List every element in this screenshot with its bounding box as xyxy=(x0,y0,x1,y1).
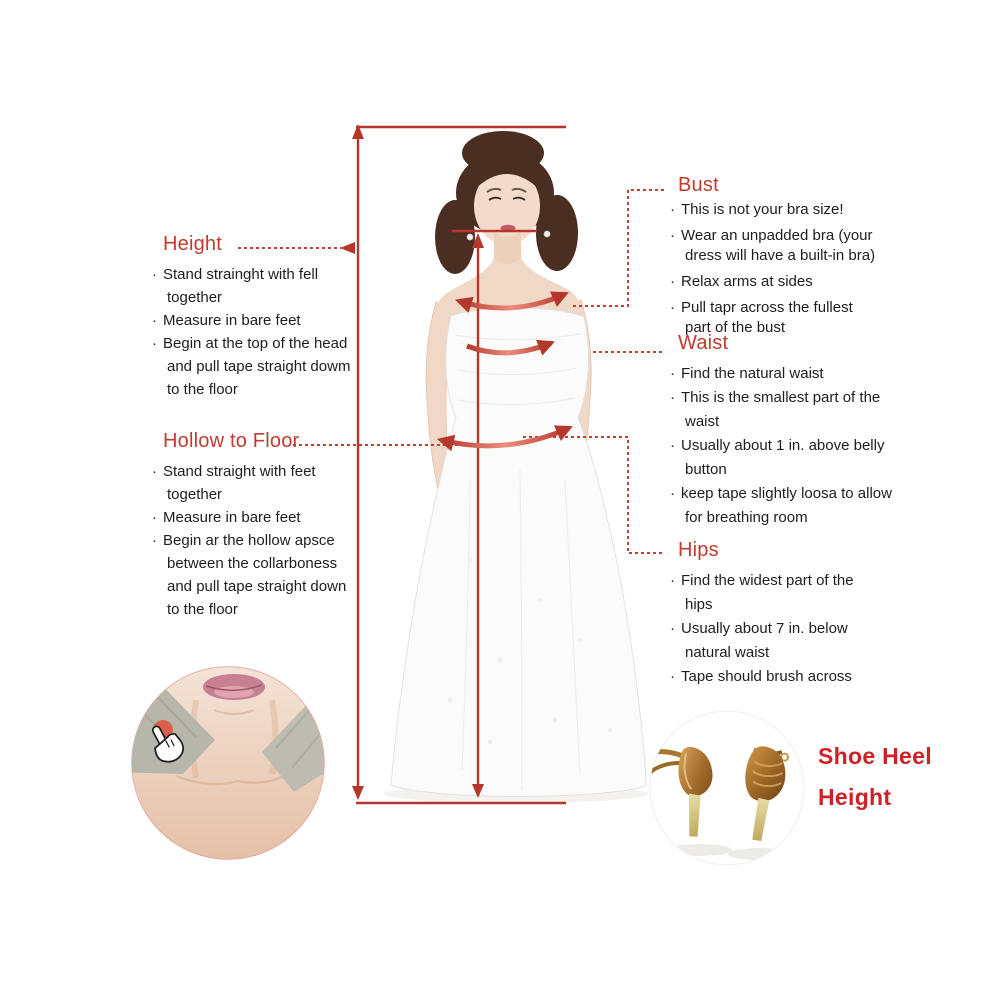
hollow-point-inset xyxy=(106,640,348,859)
bullet-marker: · xyxy=(152,509,157,526)
bullet-marker: · xyxy=(670,365,675,382)
section-bust xyxy=(670,174,990,344)
hips-title: Hips xyxy=(678,539,719,561)
bullet-marker: · xyxy=(670,227,675,244)
list-item: · Usually about 7 in. below natural waist xyxy=(670,617,990,665)
bullet-marker: · xyxy=(152,335,157,352)
height-title: Height xyxy=(163,233,223,255)
shoe-heel-line1: Shoe Heel xyxy=(818,743,932,769)
list-item: · Begin ar the hollow apsce between the collarboness and pull tape straight down to the floor xyxy=(152,529,392,621)
bullet-marker: · xyxy=(670,572,675,589)
bullet-marker: · xyxy=(670,620,675,637)
hollow-to-floor-title: Hollow to Floor xyxy=(163,430,300,452)
bullet-marker: · xyxy=(152,312,157,329)
list-item: · Find the widest part of the hips xyxy=(670,569,990,617)
bullet-marker: · xyxy=(670,437,675,454)
bust-title: Bust xyxy=(678,174,719,196)
bullet-marker: · xyxy=(670,273,675,290)
bullet-marker: · xyxy=(670,485,675,502)
section-hips xyxy=(670,539,990,689)
list-item: · Tape should brush across xyxy=(670,665,990,689)
earring-left xyxy=(467,234,473,240)
bullet-marker: · xyxy=(670,668,675,685)
shoe-heel-height-label xyxy=(818,736,932,818)
bullet-marker: · xyxy=(152,532,157,549)
section-height xyxy=(152,233,392,401)
list-item: · Measure in bare feet xyxy=(152,506,392,529)
list-item: · Usually about 1 in. above belly button xyxy=(670,434,990,482)
list-item: · Stand straight with feet together xyxy=(152,460,392,506)
list-item: · Wear an unpadded bra (your dress will have a built-in bra) xyxy=(670,227,876,264)
bust-label-dash xyxy=(573,190,664,306)
waist-title: Waist xyxy=(678,332,729,354)
bullet-marker: · xyxy=(670,389,675,406)
list-item: · This is the smallest part of the waist xyxy=(670,386,990,434)
bullet-marker: · xyxy=(670,201,675,218)
list-item: · This is not your bra size! xyxy=(670,201,844,218)
list-item: · Measure in bare feet xyxy=(152,309,392,332)
shoe-heel-inset xyxy=(631,711,804,865)
list-item: · Find the natural waist xyxy=(670,362,990,386)
list-item: · Relax arms at sides xyxy=(670,273,813,290)
earring-right xyxy=(544,231,550,237)
bullet-marker: · xyxy=(152,463,157,480)
list-item: · Stand strainght with fell together xyxy=(152,263,392,309)
bullet-marker: · xyxy=(670,299,675,316)
section-waist xyxy=(670,332,990,530)
section-hollow-to-floor xyxy=(152,430,392,621)
list-item: · keep tape slightly loosa to allow for breathing room xyxy=(670,482,990,530)
list-item: · Pull tapr across the fullest part of the bust xyxy=(670,299,853,336)
bullet-marker: · xyxy=(152,266,157,283)
shoe-heel-line2: Height xyxy=(818,784,892,810)
list-item: · Begin at the top of the head and pull tape straight dowm to the floor xyxy=(152,332,392,401)
